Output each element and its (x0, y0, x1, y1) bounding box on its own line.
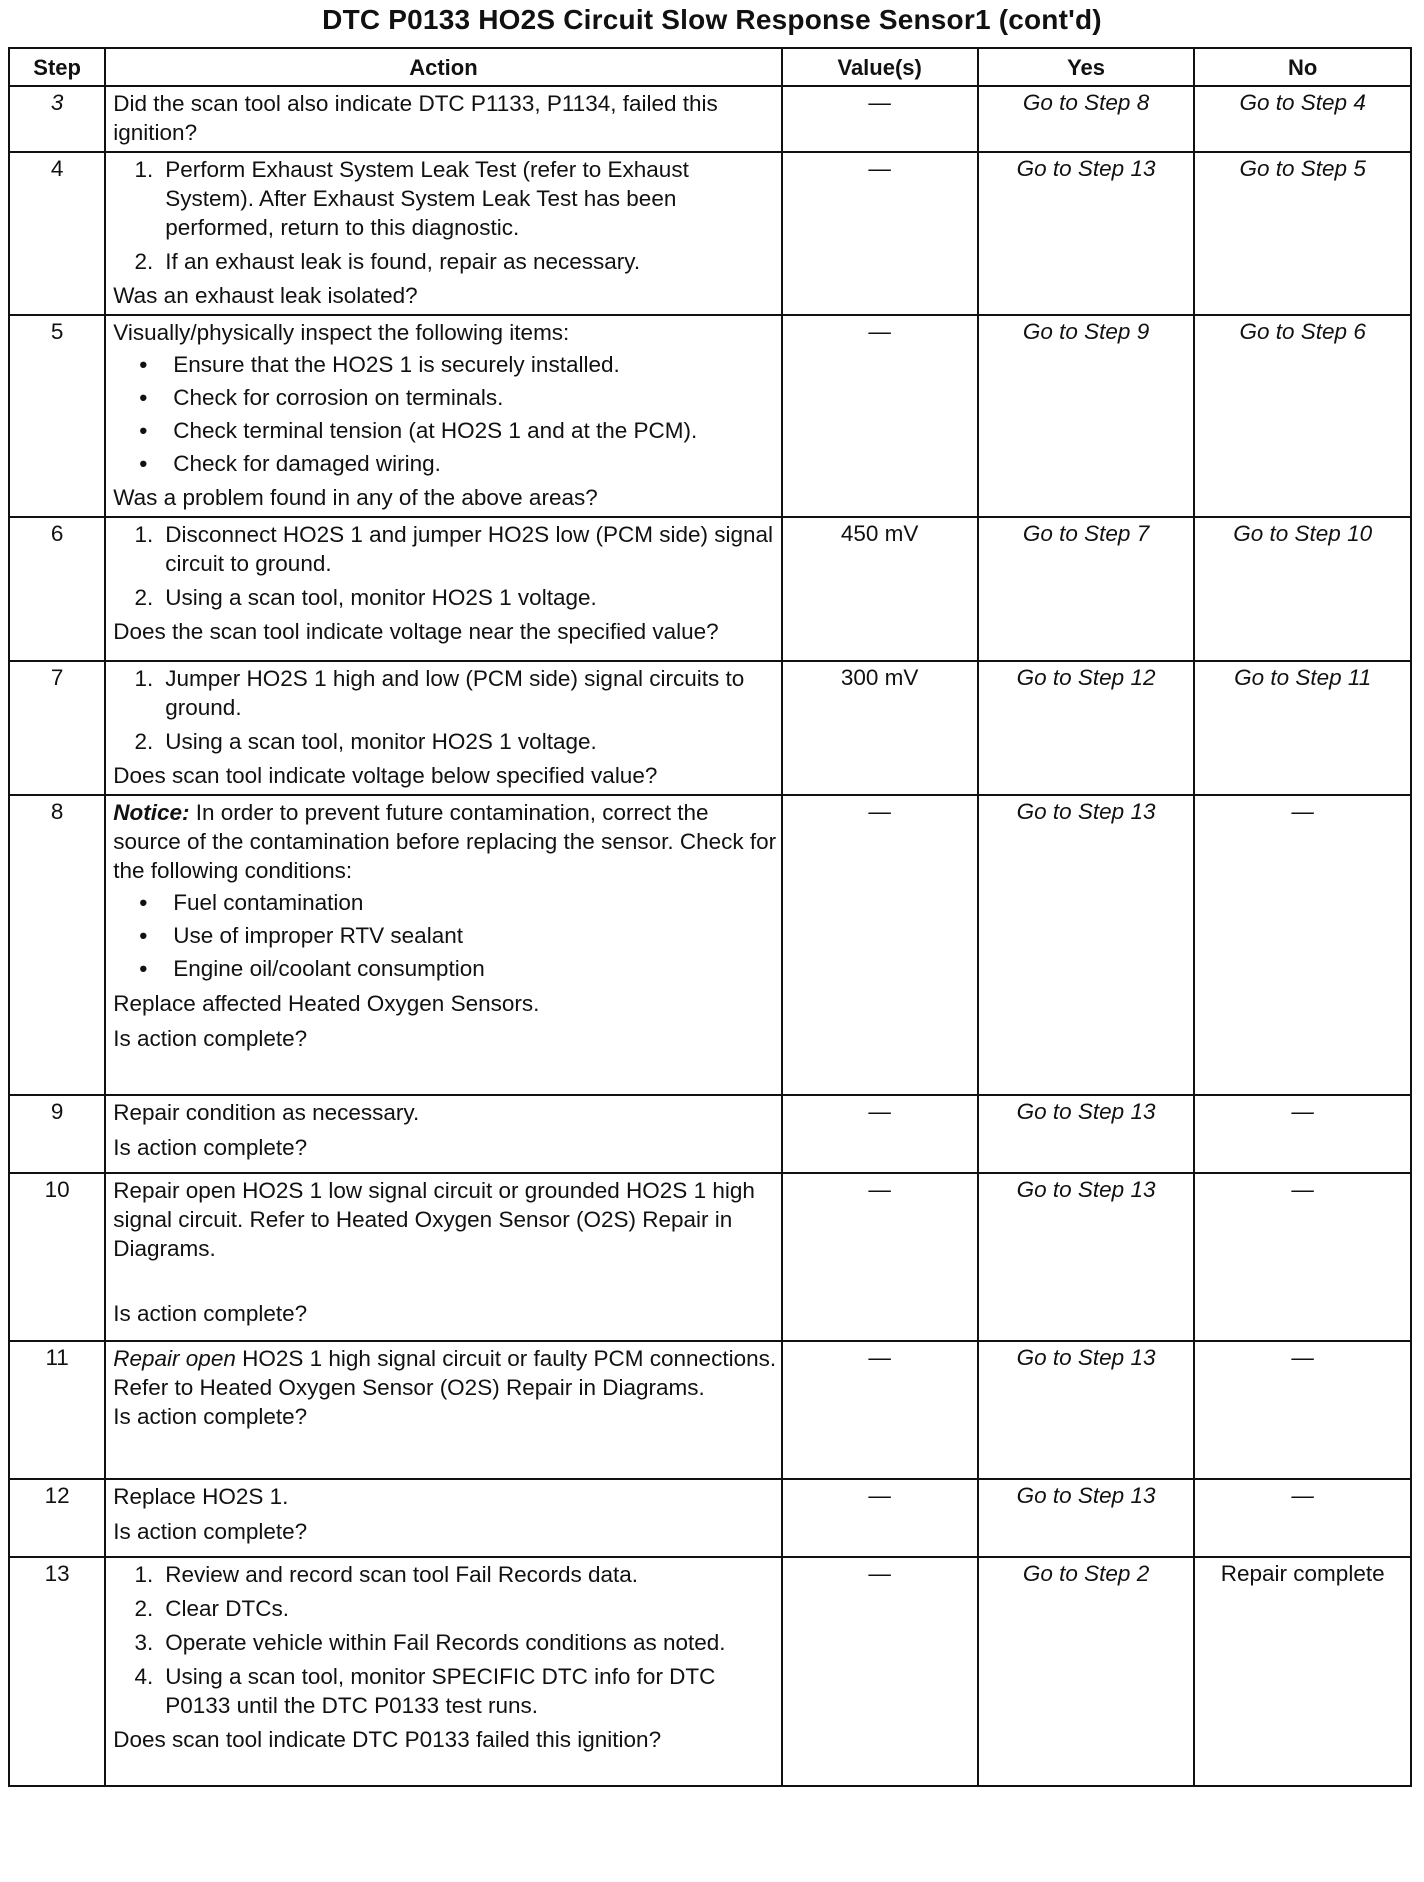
value-cell: — (782, 1557, 978, 1786)
table-row (9, 795, 1411, 1095)
header-yes: Yes (978, 48, 1195, 86)
table-row (9, 1173, 1411, 1341)
action-question: Was an exhaust leak isolated? (113, 283, 418, 308)
list-item: 2. Clear DTCs. (134, 1596, 290, 1621)
list-item: • Engine oil/coolant consumption (139, 956, 485, 981)
header-values: Value(s) (782, 48, 978, 86)
list-item: 2. If an exhaust leak is found, repair as necessary. (134, 249, 641, 274)
notice-text: In order to prevent future contamination, correct the source of the contamination before replacing the sensor. Check for the following conditions: (113, 800, 777, 883)
no-cell: Repair complete (1194, 1557, 1411, 1786)
yes-cell: Go to Step 8 (978, 86, 1195, 152)
action-cell (105, 517, 781, 661)
action-question: Was a problem found in any of the above areas? (113, 485, 598, 510)
value-cell: — (782, 152, 978, 315)
list-item: 1. Disconnect HO2S 1 and jumper HO2S low (PCM side) signal circuit to ground. (134, 522, 774, 576)
yes-cell: Go to Step 13 (978, 1095, 1195, 1173)
list-item: 3. Operate vehicle within Fail Records conditions as noted. (134, 1630, 726, 1655)
italic-lead: Repair open (113, 1346, 236, 1371)
list-item: 1. Jumper HO2S 1 high and low (PCM side) signal circuits to ground. (134, 666, 745, 720)
yes-cell: Go to Step 13 (978, 1341, 1195, 1479)
value-cell: — (782, 1173, 978, 1341)
action-cell (105, 1095, 781, 1173)
header-no: No (1194, 48, 1411, 86)
action-question: Is action complete? (113, 1135, 308, 1160)
list-item: 1. Perform Exhaust System Leak Test (refer to Exhaust System). After Exhaust System Leak Test has been performed, return to this diagnostic. (134, 157, 689, 240)
table-row (9, 152, 1411, 315)
value-cell: — (782, 1095, 978, 1173)
no-cell: Go to Step 6 (1194, 315, 1411, 517)
diagnostic-table (8, 47, 1412, 1787)
no-cell: — (1194, 1341, 1411, 1479)
step-number: 11 (9, 1341, 105, 1479)
action-cell (105, 795, 781, 1095)
table-row (9, 1557, 1411, 1786)
no-cell: Go to Step 5 (1194, 152, 1411, 315)
yes-cell: Go to Step 7 (978, 517, 1195, 661)
action-question: Is action complete? (113, 1519, 308, 1544)
numbered-list (113, 1560, 776, 1720)
action-intro: Visually/physically inspect the following items: (113, 320, 570, 345)
list-item: 2. Using a scan tool, monitor HO2S 1 voltage. (134, 729, 597, 754)
action-text: Repair condition as necessary. (113, 1100, 420, 1125)
action-text (113, 1344, 776, 1402)
action-cell (105, 152, 781, 315)
yes-cell: Go to Step 13 (978, 1479, 1195, 1557)
no-cell: Go to Step 11 (1194, 661, 1411, 795)
list-item: • Check terminal tension (at HO2S 1 and at the PCM). (139, 418, 698, 443)
header-row (9, 48, 1411, 86)
table-row (9, 661, 1411, 795)
list-item: • Use of improper RTV sealant (139, 923, 463, 948)
no-cell: Go to Step 10 (1194, 517, 1411, 661)
action-text: Did the scan tool also indicate DTC P1133, P1134, failed this ignition? (113, 91, 718, 145)
table-row (9, 315, 1411, 517)
header-action: Action (105, 48, 781, 86)
list-item: • Check for damaged wiring. (139, 451, 441, 476)
step-number: 5 (9, 315, 105, 517)
numbered-list (113, 664, 776, 756)
list-item: • Check for corrosion on terminals. (139, 385, 504, 410)
no-cell: — (1194, 1479, 1411, 1557)
step-number: 12 (9, 1479, 105, 1557)
numbered-list (113, 520, 776, 612)
action-cell (105, 1341, 781, 1479)
action-question: Does the scan tool indicate voltage near the specified value? (113, 619, 719, 644)
action-question: Does scan tool indicate voltage below specified value? (113, 763, 658, 788)
no-cell: — (1194, 1173, 1411, 1341)
yes-cell: Go to Step 9 (978, 315, 1195, 517)
list-item: • Fuel contamination (139, 890, 364, 915)
action-cell (105, 315, 781, 517)
step-number: 13 (9, 1557, 105, 1786)
action-cell (105, 661, 781, 795)
table-row (9, 1341, 1411, 1479)
table-row (9, 86, 1411, 152)
numbered-list (113, 155, 776, 276)
step-number: 10 (9, 1173, 105, 1341)
value-cell: — (782, 795, 978, 1095)
table-row (9, 1479, 1411, 1557)
table-row (9, 517, 1411, 661)
action-question: Does scan tool indicate DTC P0133 failed this ignition? (113, 1727, 662, 1752)
yes-cell: Go to Step 2 (978, 1557, 1195, 1786)
step-number: 6 (9, 517, 105, 661)
value-cell: — (782, 1341, 978, 1479)
value-cell: — (782, 315, 978, 517)
step-number: 4 (9, 152, 105, 315)
no-cell: — (1194, 795, 1411, 1095)
table-row (9, 1095, 1411, 1173)
yes-cell: Go to Step 13 (978, 152, 1195, 315)
list-item: 2. Using a scan tool, monitor HO2S 1 voltage. (134, 585, 597, 610)
action-text: Repair open HO2S 1 low signal circuit or grounded HO2S 1 high signal circuit. Refer to Heated Oxygen Sensor (O2S) Repair in Diagrams. (113, 1178, 755, 1261)
value-cell: — (782, 86, 978, 152)
action-question: Is action complete? (113, 1404, 308, 1429)
step-number: 9 (9, 1095, 105, 1173)
bullet-list (113, 350, 776, 478)
no-cell: — (1194, 1095, 1411, 1173)
yes-cell: Go to Step 13 (978, 1173, 1195, 1341)
yes-cell: Go to Step 12 (978, 661, 1195, 795)
action-text-body: HO2S 1 high signal circuit or faulty PCM connections. Refer to Heated Oxygen Sensor (O2S) Repair in Diagrams. (113, 1346, 777, 1400)
action-cell (105, 1479, 781, 1557)
action-question: Is action complete? (113, 1026, 308, 1051)
value-cell: 450 mV (782, 517, 978, 661)
action-text: Replace HO2S 1. (113, 1484, 289, 1509)
list-item: 4. Using a scan tool, monitor SPECIFIC DTC info for DTC P0133 until the DTC P0133 test runs. (134, 1664, 716, 1718)
notice-paragraph (113, 798, 776, 885)
notice-label: Notice: (113, 800, 190, 825)
action-text: Replace affected Heated Oxygen Sensors. (113, 991, 540, 1016)
page-title: DTC P0133 HO2S Circuit Slow Response Sensor1 (cont'd) (322, 4, 1102, 35)
action-cell (105, 1557, 781, 1786)
bullet-list (113, 888, 776, 983)
action-question: Is action complete? (113, 1301, 308, 1326)
value-cell: 300 mV (782, 661, 978, 795)
action-cell (105, 1173, 781, 1341)
step-number: 8 (9, 795, 105, 1095)
action-cell (105, 86, 781, 152)
list-item: • Ensure that the HO2S 1 is securely installed. (139, 352, 620, 377)
header-step: Step (9, 48, 105, 86)
value-cell: — (782, 1479, 978, 1557)
no-cell: Go to Step 4 (1194, 86, 1411, 152)
yes-cell: Go to Step 13 (978, 795, 1195, 1095)
list-item: 1. Review and record scan tool Fail Records data. (134, 1562, 638, 1587)
step-number: 7 (9, 661, 105, 795)
step-number: 3 (9, 86, 105, 152)
